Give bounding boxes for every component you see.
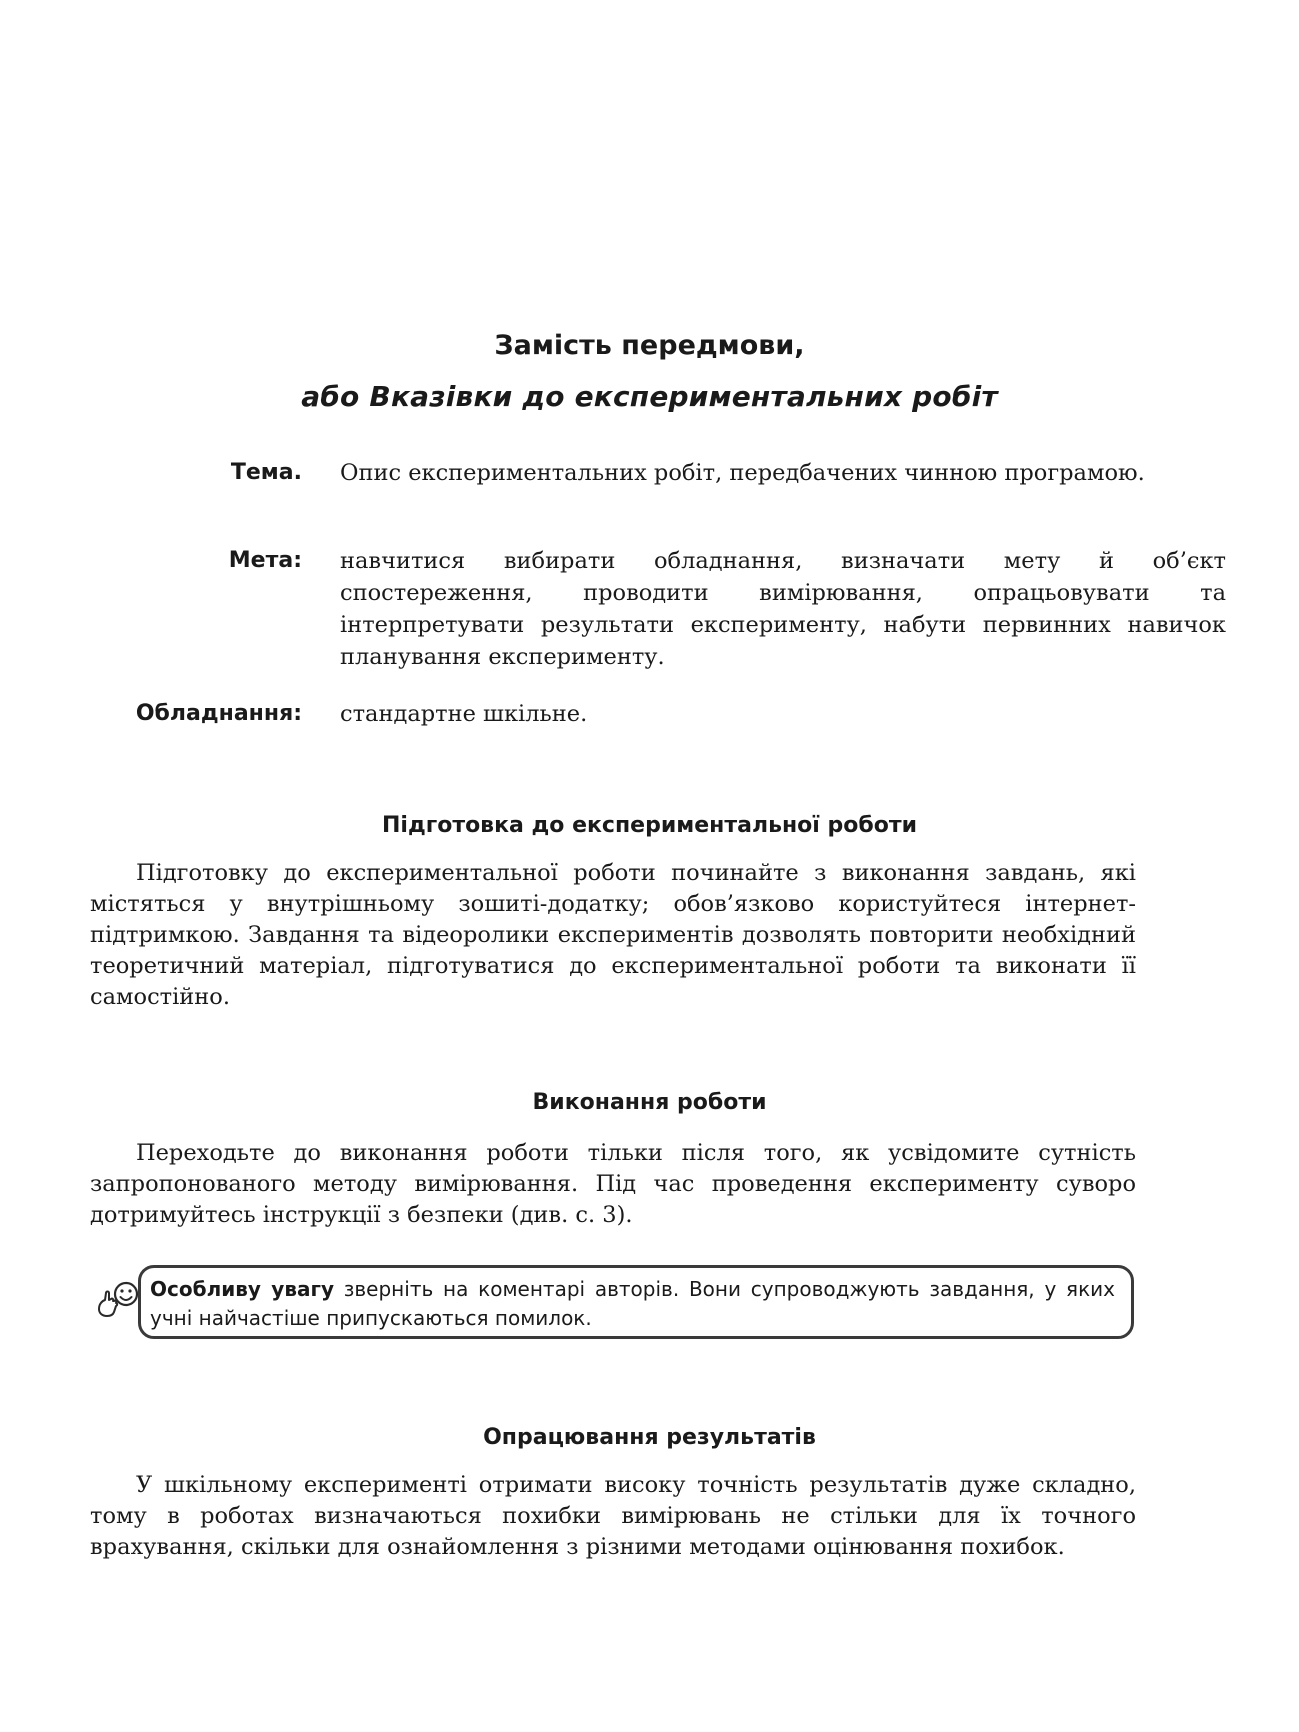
section-text-preparation: Підготовку до експериментальної роботи починайте з виконання завдань, які містяться у внутрішньому зошиті-додатку; обов’язково користуйтеся інтернет-підтримкою. Завдання та відеоролики експериментів дозволять повторити необхідний теоретичний матеріал, підготуватися до експериментальної роботи та виконати її самостійно. <box>90 860 1136 1010</box>
section-heading-results: Опрацювання результатів <box>483 1425 816 1450</box>
note-emphasis: Особливу увагу <box>150 1277 334 1301</box>
definition-text: Опис експериментальних робіт, передбачених чинною програмою. <box>340 460 1145 486</box>
section-text-results: У шкільному експерименті отримати високу точність результатів дуже складно, тому в роботах визначаються похибки вимірювань не стільки для їх точного врахування, скільки для ознайомлення з різними методами оцінювання похибок. <box>90 1472 1136 1560</box>
page-title: Замість передмови, <box>494 330 805 361</box>
definition-text: стандартне шкільне. <box>340 701 588 727</box>
definition-text: навчитися вибирати обладнання, визначати мету й об’єкт спостереження, проводити вимірювання, опрацьовувати та інтерпретувати результати експерименту, набути первинних навичок планування експерименту. <box>340 548 1226 670</box>
section-heading-preparation: Підготовка до експериментальної роботи <box>381 813 917 838</box>
definition-label: Обладнання: <box>135 701 302 726</box>
hand-smiley-icon <box>97 1279 139 1319</box>
definition-label: Тема. <box>230 460 302 485</box>
section-text-execution: Переходьте до виконання роботи тільки після того, як усвідомите сутність запропонованого методу вимірювання. Під час проведення експерименту суворо дотримуйтесь інструкції з безпеки (див. с. 3). <box>90 1140 1136 1228</box>
note-text <box>150 1275 1115 1333</box>
definition-label: Мета: <box>228 548 302 573</box>
section-heading-execution: Виконання роботи <box>532 1090 767 1115</box>
note-body: зверніть на коментарі авторів. Вони супроводжують завдання, у яких учні найчастіше припускаються помилок. <box>150 1277 1115 1330</box>
page-subtitle: або Вказівки до експериментальних робіт <box>301 380 998 413</box>
